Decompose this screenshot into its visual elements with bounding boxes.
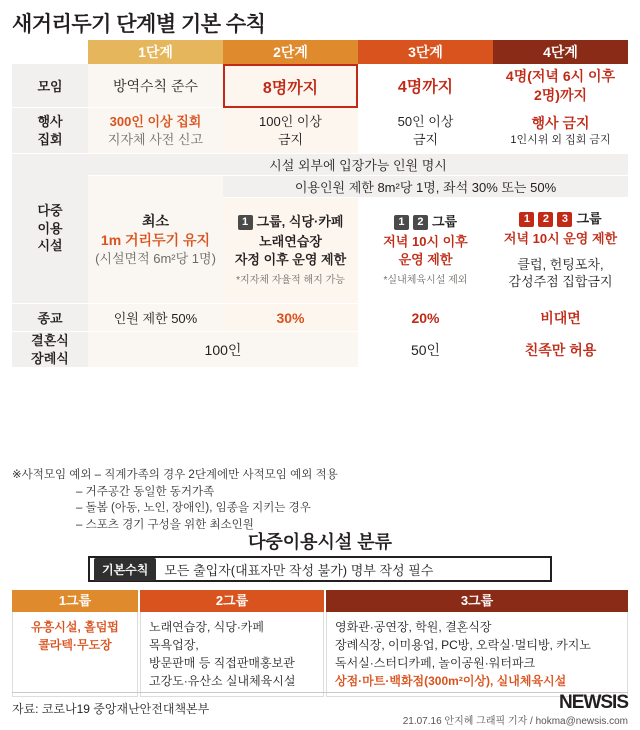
facility-level-4 bbox=[493, 198, 628, 304]
religion-level-2 bbox=[223, 304, 358, 332]
events-level-1-line-1: 300인 이상 집회 bbox=[109, 113, 202, 129]
facility-level-3-note: *실내체육시설 제외 bbox=[383, 275, 468, 287]
note-line-2: – 거주공간 동일한 동거가족 bbox=[76, 485, 215, 498]
facility-level-1-line-3: (시설면적 6m²당 1명) bbox=[95, 250, 216, 266]
facility-level-4-extra-2: 감성주점 집합금지 bbox=[508, 274, 613, 290]
footer-divider bbox=[12, 692, 628, 693]
row-label-events bbox=[12, 108, 88, 154]
religion-level-3 bbox=[358, 304, 493, 332]
facility-level-2 bbox=[223, 198, 358, 304]
group-header-1: 1그룹 bbox=[12, 590, 138, 612]
group-1-line-2-text: 콜라텍·무도장 bbox=[38, 638, 112, 652]
facility-level-3 bbox=[358, 198, 493, 304]
facility-level-3-groups bbox=[394, 213, 457, 231]
credit-text: 21.07.16 안지혜 그래픽 기자 / hokma@newsis.com bbox=[402, 716, 628, 727]
row-label-wedding bbox=[12, 332, 88, 368]
header-blank bbox=[12, 40, 88, 64]
group-header-2: 2그룹 bbox=[140, 590, 324, 612]
note-line-4: – 스포츠 경기 구성을 위한 최소인원 bbox=[76, 519, 254, 532]
table-row-religion bbox=[12, 304, 628, 332]
header-level-2: 2단계 bbox=[223, 40, 358, 64]
religion-level-2-value: 30% bbox=[276, 309, 305, 326]
facility-level-4-line-1: 저녁 10시 운영 제한 bbox=[503, 230, 618, 246]
religion-level-3-value: 20% bbox=[411, 309, 440, 326]
events-level-4 bbox=[493, 108, 628, 154]
note-line-1: ※사적모임 예외 – 직계가족의 경우 2단계에만 사적모임 예외 적용 bbox=[12, 469, 338, 481]
group-1-content bbox=[12, 612, 138, 697]
events-level-3-line-1: 50인 이상 bbox=[397, 113, 454, 129]
facility-level-3-line-2: 운영 제한 bbox=[398, 251, 453, 267]
gathering-level-4 bbox=[493, 64, 628, 108]
facility-level-1-line-1: 최소 bbox=[141, 212, 170, 229]
brand-logo: NEWSIS bbox=[559, 692, 628, 713]
row-label-events-line-1: 행사 bbox=[37, 113, 63, 129]
group-badge-3: 3 bbox=[557, 212, 572, 227]
group-header-3: 3그룹 bbox=[326, 590, 628, 612]
facility-level-2-line-2: 자정 이후 운영 제한 bbox=[234, 251, 347, 267]
row-label-wedding-line-1: 결혼식 bbox=[31, 332, 69, 348]
gathering-level-2 bbox=[223, 64, 358, 108]
wedding-level-4-value: 친족만 허용 bbox=[524, 341, 597, 358]
row-label-religion: 종교 bbox=[12, 304, 88, 332]
table-header-row bbox=[12, 40, 628, 64]
facility-level-2-note: *지자체 자율적 해지 가능 bbox=[236, 275, 345, 287]
events-level-1-line-2: 지자체 사전 신고 bbox=[107, 131, 204, 147]
gathering-level-4-line-2: 2명)까지 bbox=[533, 86, 588, 103]
row-label-facility-line-2: 이용 bbox=[37, 220, 63, 236]
group-3-line-4-text: 상점·마트·백화점(300m²이상), 실내체육시설 bbox=[335, 674, 567, 688]
events-level-4-line-2: 1인시위 외 집회 금지 bbox=[510, 133, 611, 146]
facility-level-1-line-2: 1m 거리두기 유지 bbox=[100, 231, 211, 248]
group-3-line-3: 독서실·스터디카페, 놀이공원·워터파크 bbox=[335, 656, 536, 670]
gathering-level-1: 방역수칙 준수 bbox=[88, 64, 223, 108]
row-label-wedding-line-2: 장례식 bbox=[31, 350, 69, 366]
header-level-1: 1단계 bbox=[88, 40, 223, 64]
table-row-events bbox=[12, 108, 628, 154]
group-body-row bbox=[12, 612, 628, 697]
events-level-2-line-2: 금지 bbox=[277, 131, 304, 147]
group-badge-1: 1 bbox=[394, 215, 409, 230]
group-badge-1: 1 bbox=[238, 215, 253, 230]
facility-level-3-line-1: 저녁 10시 이후 bbox=[383, 233, 468, 249]
group-1-spacer bbox=[19, 654, 131, 680]
row-label-facility bbox=[12, 154, 88, 304]
gathering-level-4-line-1: 4명(저녁 6시 이후 bbox=[505, 67, 616, 84]
basic-rule-box bbox=[88, 556, 552, 582]
group-3-content bbox=[326, 612, 628, 697]
source-text: 자료: 코로나19 중앙재난안전대책본부 bbox=[12, 702, 210, 716]
facility-level-4-extra-1: 클럽, 헌팅포차, bbox=[517, 256, 604, 272]
gathering-level-2-value: 8명까지 bbox=[262, 79, 319, 97]
header-level-3: 3단계 bbox=[358, 40, 493, 64]
events-level-3-line-2: 금지 bbox=[412, 131, 439, 147]
facility-level-4-group-label: 그룹 bbox=[576, 211, 602, 227]
facility-groups-table bbox=[12, 590, 628, 697]
facility-levels-row bbox=[223, 198, 628, 304]
facility-banner-1: 시설 외부에 입장가능 인원 명시 bbox=[88, 154, 628, 176]
facility-level-3-group-label: 그룹 bbox=[431, 214, 458, 230]
group-3-line-4 bbox=[335, 672, 621, 690]
religion-level-4 bbox=[493, 304, 628, 332]
note-line-3: – 돌봄 (아동, 노인, 장애인), 임종을 지키는 경우 bbox=[76, 502, 311, 515]
facility-level-2-groups bbox=[238, 213, 344, 231]
facility-level-2-group-label: 그룹, 식당·카페 bbox=[256, 214, 344, 230]
row-label-facility-line-3: 시설 bbox=[37, 238, 63, 254]
events-level-2 bbox=[223, 108, 358, 154]
table-row-wedding bbox=[12, 332, 628, 368]
group-3-line-1: 영화관·공연장, 학원, 결혼식장 bbox=[335, 620, 492, 634]
facility-level-1 bbox=[88, 176, 223, 304]
basic-rule-text: 모든 출입자(대표자만 작성 불가) 명부 작성 필수 bbox=[164, 562, 434, 578]
facility-banner-2-row bbox=[88, 176, 628, 304]
religion-level-1: 인원 제한 50% bbox=[88, 304, 223, 332]
gathering-level-3 bbox=[358, 64, 493, 108]
basic-rule-tag: 기본수칙 bbox=[94, 558, 156, 581]
page-title: 새거리두기 단계별 기본 수칙 bbox=[12, 13, 266, 36]
table-row-gathering bbox=[12, 64, 628, 108]
row-label-gathering: 모임 bbox=[12, 64, 88, 108]
section-2-title: 다중이용시설 분류 bbox=[247, 532, 393, 552]
group-badge-1: 1 bbox=[519, 212, 534, 227]
events-level-2-line-1: 100인 이상 bbox=[259, 113, 322, 129]
facility-level-4-groups bbox=[519, 210, 601, 228]
header-level-4: 4단계 bbox=[493, 40, 628, 64]
group-header-row bbox=[12, 590, 628, 612]
gathering-level-3-value: 4명까지 bbox=[397, 79, 454, 96]
events-level-4-line-1: 행사 금지 bbox=[531, 114, 590, 131]
group-1-line-1-text: 유흥시설, 홀덤펍 bbox=[31, 620, 119, 634]
group-2-line-4: 고강도·유산소 실내체육시설 bbox=[149, 674, 296, 688]
facility-banner-2: 이용인원 제한 8m²당 1명, 좌석 30% 또는 50% bbox=[223, 176, 628, 198]
row-label-facility-line-1: 다중 bbox=[37, 203, 63, 219]
group-2-line-3: 방문판매 등 직접판매홍보관 bbox=[149, 656, 295, 670]
wedding-level-3: 50인 bbox=[358, 332, 493, 368]
wedding-level-1-2: 100인 bbox=[88, 332, 358, 368]
group-2-line-2: 목욕업장, bbox=[149, 638, 199, 652]
group-2-content bbox=[140, 612, 324, 697]
group-2-line-1: 노래연습장, 식당·카페 bbox=[149, 620, 264, 634]
group-badge-2: 2 bbox=[538, 212, 553, 227]
wedding-level-4 bbox=[493, 332, 628, 368]
main-table bbox=[12, 40, 628, 368]
facility-banner-1-row bbox=[88, 154, 628, 176]
group-badge-2: 2 bbox=[413, 215, 428, 230]
table-row-facility bbox=[12, 154, 628, 304]
group-3-line-2: 장례식장, 이미용업, PC방, 오락실·멀티방, 카지노 bbox=[335, 638, 591, 652]
events-level-3 bbox=[358, 108, 493, 154]
row-label-events-line-2: 집회 bbox=[37, 131, 63, 147]
group-1-line-1 bbox=[19, 618, 131, 636]
facility-level-2-line-1: 노래연습장 bbox=[259, 233, 322, 249]
religion-level-4-value: 비대면 bbox=[540, 309, 581, 326]
events-level-1 bbox=[88, 108, 223, 154]
notes-block bbox=[12, 467, 338, 534]
group-1-line-2 bbox=[19, 636, 131, 654]
